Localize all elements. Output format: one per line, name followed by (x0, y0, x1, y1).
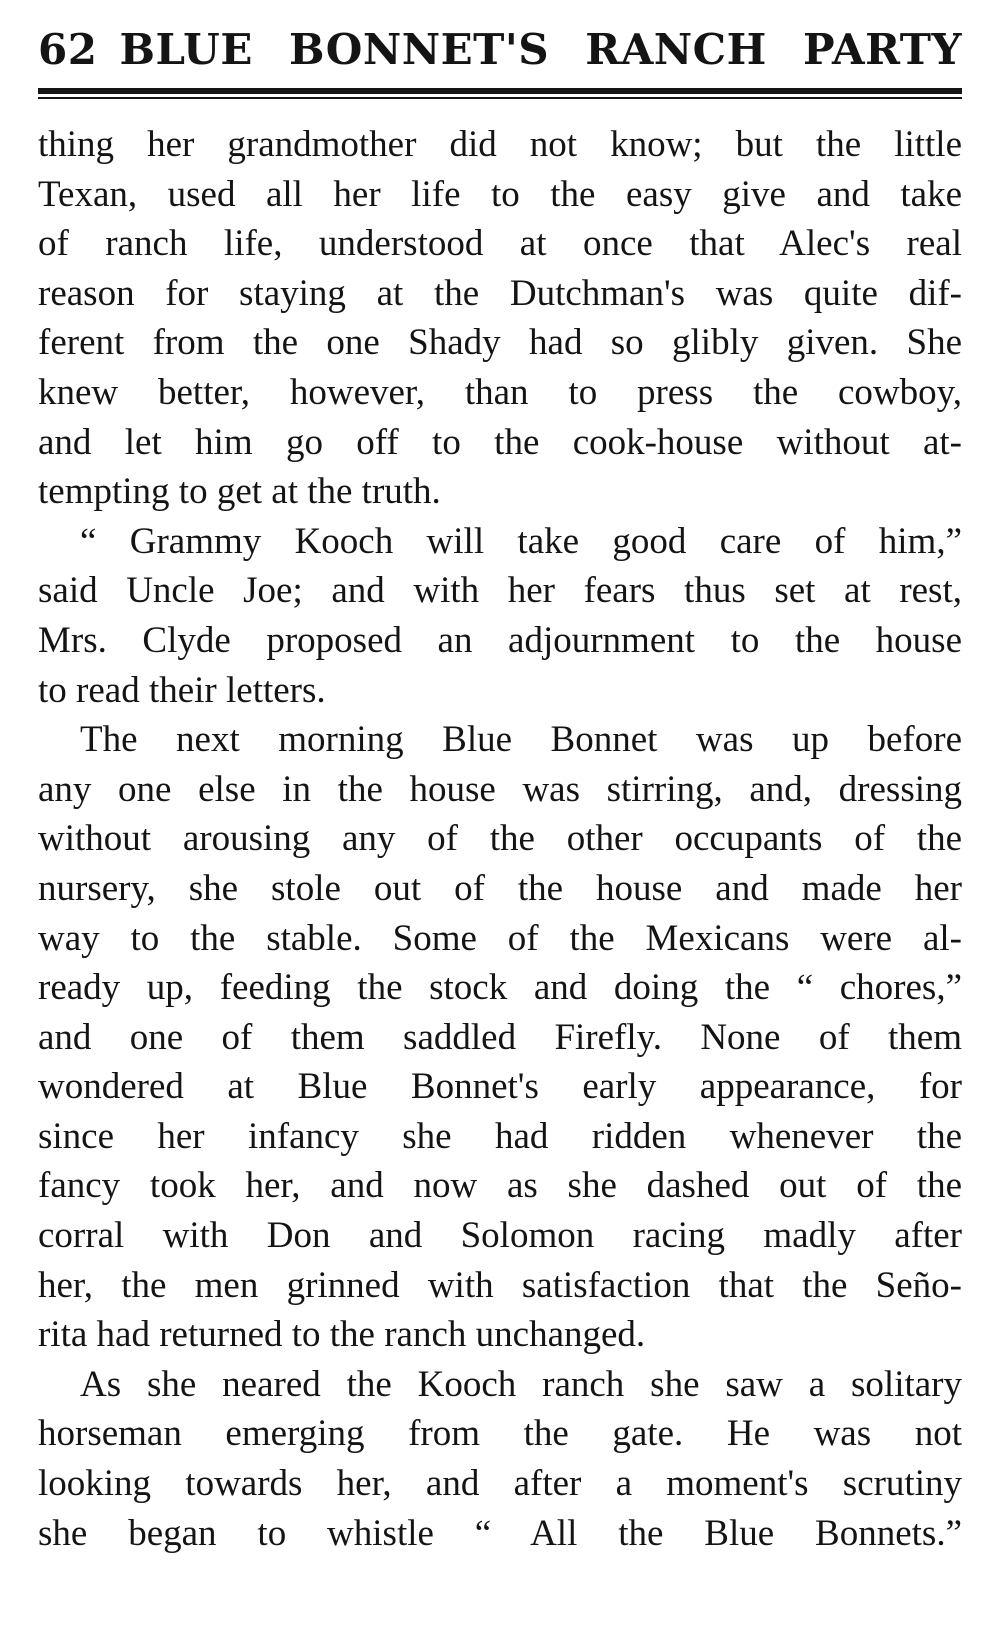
header-rule-thin (38, 97, 962, 99)
text-line: rita had returned to the ranch unchanged. (38, 1314, 646, 1356)
text-line: ready up, feeding the stock and doing the “ chores,” (38, 967, 962, 1009)
text-line: Mrs. Clyde proposed an adjournment to the house (38, 619, 962, 661)
text-line: “ Grammy Kooch will take good care of him,” (80, 520, 962, 562)
page-number: 62 (38, 25, 98, 74)
text-line: she began to whistle “ All the Blue Bonnets.” (38, 1512, 962, 1554)
text-line: horseman emerging from the gate. He was not (38, 1413, 962, 1455)
text-line: nursery, she stole out of the house and made her (38, 867, 962, 909)
text-line: way to the stable. Some of the Mexicans were al- (38, 917, 962, 959)
text-line: As she neared the Kooch ranch she saw a solitary (80, 1363, 962, 1405)
text-line: The next morning Blue Bonnet was up before (80, 719, 962, 761)
text-line: and let him go off to the cook-house without at- (38, 421, 962, 463)
text-line: ferent from the one Shady had so glibly given. She (38, 322, 962, 364)
text-line: knew better, however, than to press the cowboy, (38, 371, 962, 413)
running-title: BLUE BONNET'S RANCH PARTY (119, 25, 962, 74)
text-line: reason for staying at the Dutchman's was quite dif- (38, 272, 962, 314)
text-line: to read their letters. (38, 669, 326, 711)
text-line: her, the men grinned with satisfaction that the Seño- (38, 1264, 962, 1306)
text-line: wondered at Blue Bonnet's early appearance, for (38, 1066, 962, 1108)
header-rule-thick (38, 88, 962, 94)
text-line: corral with Don and Solomon racing madly after (38, 1215, 962, 1257)
text-line: tempting to get at the truth. (38, 471, 441, 513)
text-line: since her infancy she had ridden whenever the (38, 1115, 962, 1157)
text-line: fancy took her, and now as she dashed out of the (38, 1165, 962, 1207)
text-line: and one of them saddled Firefly. None of them (38, 1016, 962, 1058)
text-line: looking towards her, and after a moment's scrutiny (38, 1463, 962, 1505)
text-line: of ranch life, understood at once that Alec's real (38, 223, 962, 265)
body-text (38, 120, 962, 1558)
text-line: said Uncle Joe; and with her fears thus set at rest, (38, 570, 962, 612)
text-line: Texan, used all her life to the easy give and take (38, 173, 962, 215)
text-line: any one else in the house was stirring, and, dressing (38, 768, 962, 810)
running-header (38, 22, 962, 78)
text-line: without arousing any of the other occupants of the (38, 818, 962, 860)
text-line: thing her grandmother did not know; but the little (38, 124, 962, 165)
